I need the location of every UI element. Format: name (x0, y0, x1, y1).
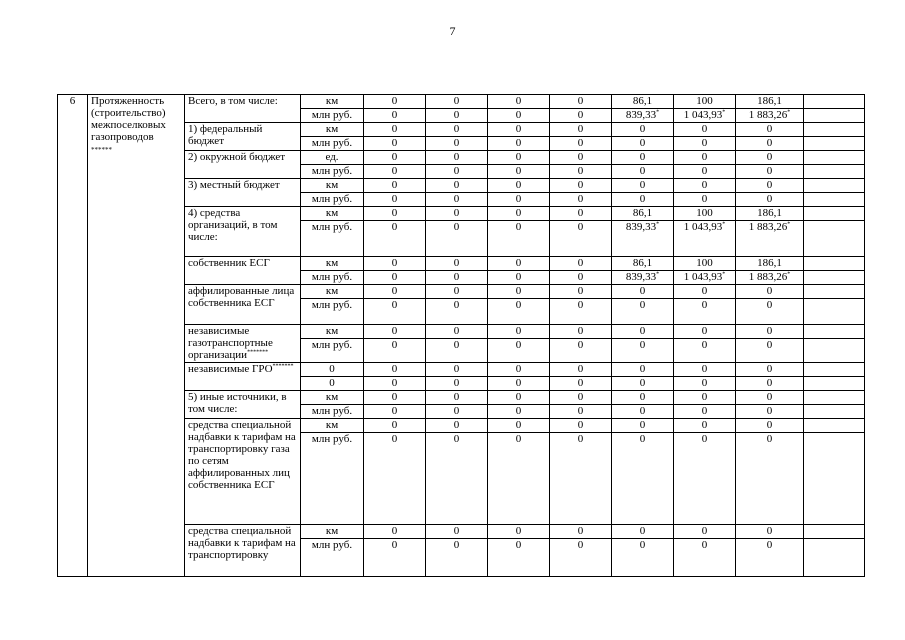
value-cell: 0 (426, 151, 488, 165)
value-cell: 1 883,26* (736, 221, 804, 257)
value-cell: 0 (612, 433, 674, 525)
unit-cell: млн руб. (301, 433, 364, 525)
value-cell: 0 (364, 377, 426, 391)
value-cell: 0 (736, 193, 804, 207)
unit-cell: км (301, 285, 364, 299)
value-cell: 0 (364, 123, 426, 137)
empty-cell (804, 95, 865, 109)
value-cell: 0 (736, 433, 804, 525)
value-cell: 0 (488, 325, 550, 339)
value-cell: 0 (674, 193, 736, 207)
value-cell: 0 (612, 539, 674, 577)
value-cell: 186,1 (736, 95, 804, 109)
value-cell: 0 (674, 377, 736, 391)
value-cell: 0 (364, 137, 426, 151)
value-cell: 0 (488, 539, 550, 577)
empty-cell (804, 109, 865, 123)
value-cell: 0 (736, 137, 804, 151)
value-cell: 839,33* (612, 109, 674, 123)
value-cell: 0 (550, 151, 612, 165)
value-cell: 0 (488, 179, 550, 193)
value-cell: 0 (674, 363, 736, 377)
value-cell: 0 (488, 405, 550, 419)
unit-cell: млн руб. (301, 299, 364, 325)
value-cell: 0 (612, 193, 674, 207)
empty-cell (804, 137, 865, 151)
value-cell: 0 (674, 179, 736, 193)
value-cell: 0 (426, 221, 488, 257)
empty-cell (804, 419, 865, 433)
value-cell: 0 (674, 339, 736, 363)
value-cell: 0 (364, 151, 426, 165)
value-cell: 0 (736, 151, 804, 165)
value-cell: 0 (488, 151, 550, 165)
value-cell: 0 (364, 207, 426, 221)
value-cell: 0 (488, 433, 550, 525)
empty-cell (804, 325, 865, 339)
footnote-mark: * (722, 271, 726, 278)
value-cell: 0 (612, 525, 674, 539)
empty-cell (804, 165, 865, 179)
value-cell: 0 (364, 539, 426, 577)
value-cell: 0 (674, 137, 736, 151)
unit-cell: км (301, 525, 364, 539)
value-cell: 0 (426, 391, 488, 405)
section-number: 6 (58, 95, 88, 577)
row-label-okrug: 2) окружной бюджет (185, 151, 301, 179)
value-cell: 0 (674, 285, 736, 299)
value-cell: 0 (736, 123, 804, 137)
unit-cell: км (301, 95, 364, 109)
footnote-mark: ******* (247, 349, 269, 356)
value-cell: 0 (736, 179, 804, 193)
value-cell: 0 (550, 325, 612, 339)
value-cell: 0 (612, 419, 674, 433)
value-cell: 0 (426, 137, 488, 151)
page-number: 7 (449, 24, 456, 38)
value-cell: 0 (612, 123, 674, 137)
footnote-mark: * (787, 109, 791, 116)
value-cell: 0 (550, 179, 612, 193)
value-cell: 0 (364, 271, 426, 285)
value-cell: 0 (674, 299, 736, 325)
value-cell: 100 (674, 257, 736, 271)
empty-cell (804, 405, 865, 419)
value-cell: 0 (550, 257, 612, 271)
value-cell: 0 (426, 123, 488, 137)
value-cell: 0 (550, 299, 612, 325)
footnote-mark: * (722, 109, 726, 116)
value-cell: 0 (612, 339, 674, 363)
empty-cell (804, 179, 865, 193)
empty-cell (804, 221, 865, 257)
value-cell: 0 (364, 525, 426, 539)
value-cell: 0 (550, 221, 612, 257)
value-cell: 0 (364, 325, 426, 339)
value-cell: 0 (488, 299, 550, 325)
value-cell: 0 (736, 377, 804, 391)
value-cell: 0 (736, 363, 804, 377)
value-cell: 0 (736, 419, 804, 433)
value-cell: 839,33* (612, 221, 674, 257)
row-label-surcharge-affiliated: средства специальной надбавки к тарифам на транспортировку газа по сетям аффилированных лиц собственника ЕСГ (185, 419, 301, 525)
value-cell: 0 (364, 193, 426, 207)
value-cell: 0 (364, 109, 426, 123)
footnote-mark: * (787, 271, 791, 278)
value-cell: 0 (488, 95, 550, 109)
footnote-mark: * (656, 271, 660, 278)
value-cell: 0 (488, 271, 550, 285)
value-cell: 0 (426, 433, 488, 525)
value-cell: 0 (426, 363, 488, 377)
footnote-mark: ****** (91, 146, 112, 154)
value-cell: 0 (426, 285, 488, 299)
value-cell: 0 (612, 137, 674, 151)
value-cell: 0 (364, 95, 426, 109)
value-cell: 0 (364, 419, 426, 433)
row-label-other: 5) иные источники, в том числе: (185, 391, 301, 419)
value-cell: 0 (364, 363, 426, 377)
value-cell: 0 (426, 193, 488, 207)
value-cell: 0 (674, 325, 736, 339)
row-label-affiliated: аффилированные лица собственника ЕСГ (185, 285, 301, 325)
value-cell: 0 (612, 151, 674, 165)
value-cell: 0 (488, 165, 550, 179)
value-cell: 0 (674, 525, 736, 539)
value-cell: 0 (550, 419, 612, 433)
empty-cell (804, 377, 865, 391)
section-title: Протяженность (строительство) межпоселковых газопроводов ****** (88, 95, 185, 577)
unit-cell: млн руб. (301, 137, 364, 151)
value-cell: 0 (426, 179, 488, 193)
value-cell: 0 (364, 339, 426, 363)
value-cell: 0 (674, 151, 736, 165)
value-cell: 0 (488, 391, 550, 405)
value-cell: 0 (426, 109, 488, 123)
value-cell: 0 (488, 285, 550, 299)
value-cell: 0 (612, 179, 674, 193)
row-label-federal: 1) федеральный бюджет (185, 123, 301, 151)
unit-cell: км (301, 391, 364, 405)
value-cell: 0 (488, 525, 550, 539)
value-cell: 0 (674, 165, 736, 179)
value-cell: 100 (674, 207, 736, 221)
value-cell: 0 (488, 419, 550, 433)
value-cell: 0 (426, 325, 488, 339)
value-cell: 0 (550, 165, 612, 179)
value-cell: 0 (550, 377, 612, 391)
value-cell: 0 (550, 363, 612, 377)
footnote-mark: * (722, 221, 726, 228)
unit-cell: км (301, 325, 364, 339)
value-cell: 0 (674, 405, 736, 419)
value-cell: 0 (612, 299, 674, 325)
unit-cell: млн руб. (301, 165, 364, 179)
empty-cell (804, 539, 865, 577)
value-cell: 0 (550, 285, 612, 299)
unit-cell: 0 (301, 363, 364, 377)
row-label-independent-gto: независимые газотранспортные организации******* (185, 325, 301, 363)
value-cell: 0 (550, 433, 612, 525)
unit-cell: млн руб. (301, 339, 364, 363)
value-cell: 0 (550, 539, 612, 577)
unit-cell: млн руб. (301, 193, 364, 207)
value-cell: 0 (364, 221, 426, 257)
value-cell: 0 (488, 193, 550, 207)
data-table (57, 94, 865, 577)
unit-cell: млн руб. (301, 271, 364, 285)
row-label-total: Всего, в том числе: (185, 95, 301, 123)
value-cell: 0 (674, 123, 736, 137)
value-cell: 1 043,93* (674, 271, 736, 285)
unit-cell: млн руб. (301, 221, 364, 257)
value-cell: 0 (364, 433, 426, 525)
value-cell: 86,1 (612, 95, 674, 109)
unit-cell: 0 (301, 377, 364, 391)
empty-cell (804, 151, 865, 165)
value-cell: 0 (426, 539, 488, 577)
empty-cell (804, 271, 865, 285)
value-cell: 0 (612, 325, 674, 339)
value-cell: 0 (364, 299, 426, 325)
table-row (58, 95, 865, 109)
footnote-mark: * (656, 109, 660, 116)
value-cell: 0 (674, 391, 736, 405)
unit-cell: ед. (301, 151, 364, 165)
value-cell: 0 (674, 539, 736, 577)
value-cell: 0 (612, 165, 674, 179)
value-cell: 0 (426, 339, 488, 363)
unit-cell: км (301, 419, 364, 433)
value-cell: 0 (550, 95, 612, 109)
value-cell: 0 (364, 257, 426, 271)
value-cell: 0 (488, 221, 550, 257)
value-cell: 0 (550, 193, 612, 207)
row-label-owner: собственник ЕСГ (185, 257, 301, 285)
value-cell: 0 (612, 391, 674, 405)
value-cell: 0 (674, 433, 736, 525)
unit-cell: км (301, 179, 364, 193)
row-label-independent-gro: независимые ГРО******* (185, 363, 301, 391)
value-cell: 0 (426, 405, 488, 419)
value-cell: 1 043,93* (674, 109, 736, 123)
value-cell: 0 (550, 207, 612, 221)
value-cell: 0 (488, 339, 550, 363)
row-label-local: 3) местный бюджет (185, 179, 301, 207)
empty-cell (804, 257, 865, 271)
value-cell: 0 (364, 165, 426, 179)
value-cell: 186,1 (736, 207, 804, 221)
value-cell: 0 (426, 257, 488, 271)
empty-cell (804, 525, 865, 539)
empty-cell (804, 433, 865, 525)
value-cell: 0 (426, 95, 488, 109)
value-cell: 0 (612, 363, 674, 377)
value-cell: 0 (736, 525, 804, 539)
unit-cell: км (301, 257, 364, 271)
value-cell: 0 (488, 207, 550, 221)
value-cell: 0 (736, 285, 804, 299)
value-cell: 0 (550, 405, 612, 419)
value-cell: 0 (612, 405, 674, 419)
row-label-orgs: 4) средства организаций, в том числе: (185, 207, 301, 257)
value-cell: 0 (426, 271, 488, 285)
value-cell: 0 (426, 207, 488, 221)
value-cell: 0 (488, 123, 550, 137)
value-cell: 0 (550, 391, 612, 405)
value-cell: 0 (364, 285, 426, 299)
value-cell: 0 (736, 339, 804, 363)
value-cell: 0 (550, 271, 612, 285)
value-cell: 0 (426, 165, 488, 179)
footnote-mark: * (787, 221, 791, 228)
value-cell: 0 (488, 377, 550, 391)
value-cell: 86,1 (612, 257, 674, 271)
value-cell: 0 (550, 123, 612, 137)
empty-cell (804, 285, 865, 299)
value-cell: 0 (612, 377, 674, 391)
value-cell: 1 043,93* (674, 221, 736, 257)
value-cell: 0 (364, 391, 426, 405)
value-cell: 0 (488, 257, 550, 271)
empty-cell (804, 299, 865, 325)
value-cell: 186,1 (736, 257, 804, 271)
value-cell: 0 (364, 405, 426, 419)
empty-cell (804, 123, 865, 137)
unit-cell: млн руб. (301, 109, 364, 123)
empty-cell (804, 193, 865, 207)
row-label-surcharge-partial: средства специальной надбавки к тарифам на транспортировку (185, 525, 301, 577)
value-cell: 1 883,26* (736, 109, 804, 123)
value-cell: 0 (488, 109, 550, 123)
footnote-mark: ******* (272, 363, 294, 370)
empty-cell (804, 391, 865, 405)
value-cell: 0 (736, 325, 804, 339)
value-cell: 0 (426, 299, 488, 325)
value-cell: 0 (674, 419, 736, 433)
value-cell: 0 (426, 419, 488, 433)
value-cell: 0 (426, 377, 488, 391)
value-cell: 0 (550, 109, 612, 123)
value-cell: 0 (550, 339, 612, 363)
value-cell: 100 (674, 95, 736, 109)
value-cell: 0 (550, 525, 612, 539)
value-cell: 0 (426, 525, 488, 539)
value-cell: 0 (736, 391, 804, 405)
value-cell: 0 (364, 179, 426, 193)
value-cell: 0 (736, 299, 804, 325)
empty-cell (804, 363, 865, 377)
unit-cell: млн руб. (301, 539, 364, 577)
value-cell: 0 (736, 405, 804, 419)
value-cell: 0 (488, 363, 550, 377)
value-cell: 0 (612, 285, 674, 299)
unit-cell: км (301, 123, 364, 137)
value-cell: 0 (736, 539, 804, 577)
value-cell: 0 (488, 137, 550, 151)
value-cell: 1 883,26* (736, 271, 804, 285)
empty-cell (804, 339, 865, 363)
empty-cell (804, 207, 865, 221)
value-cell: 86,1 (612, 207, 674, 221)
value-cell: 0 (736, 165, 804, 179)
unit-cell: км (301, 207, 364, 221)
value-cell: 0 (550, 137, 612, 151)
footnote-mark: * (656, 221, 660, 228)
unit-cell: млн руб. (301, 405, 364, 419)
value-cell: 839,33* (612, 271, 674, 285)
